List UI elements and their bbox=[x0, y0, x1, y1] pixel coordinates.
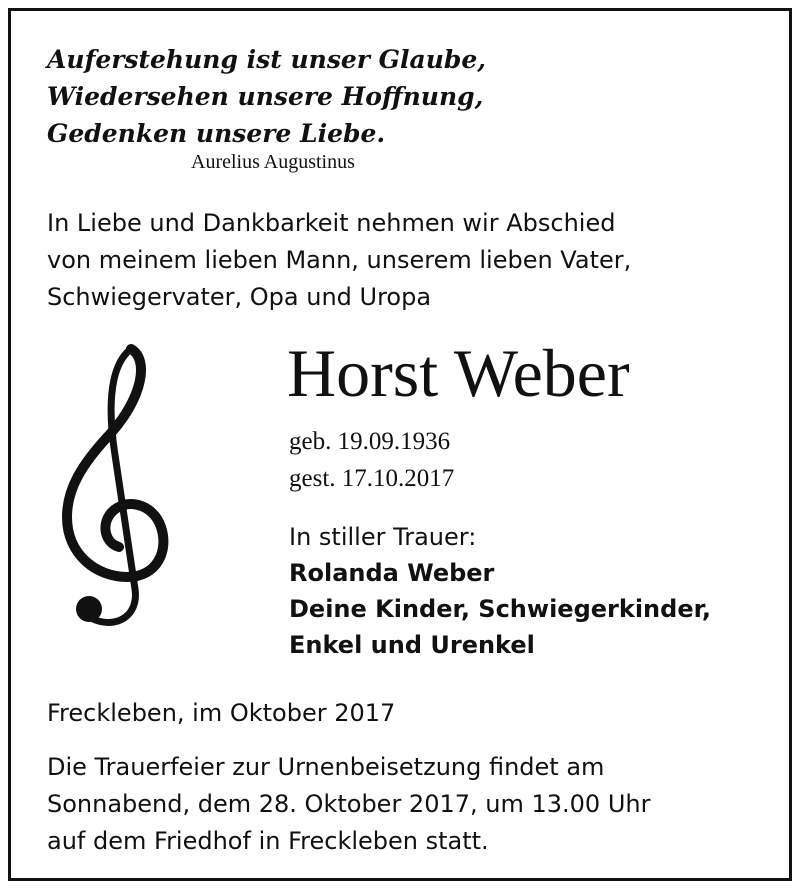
quote-author: Aurelius Augustinus bbox=[191, 151, 355, 173]
quote-line: Wiedersehen unsere Hoffnung, bbox=[47, 82, 484, 111]
intro-line: Schwiegervater, Opa und Uropa bbox=[47, 283, 432, 311]
ceremony-line: Sonnabend, dem 28. Oktober 2017, um 13.00 Uhr bbox=[47, 790, 651, 818]
ceremony-notice bbox=[47, 749, 650, 860]
mourner-name: Deine Kinder, Schwiegerkinder, bbox=[289, 595, 712, 623]
intro-line: von meinem lieben Mann, unserem lieben Vater, bbox=[47, 246, 632, 274]
ceremony-line: Die Trauerfeier zur Urnenbeisetzung findet am bbox=[47, 753, 605, 781]
deceased-name: Horst Weber bbox=[287, 335, 630, 411]
life-dates bbox=[289, 423, 454, 497]
mourners bbox=[289, 519, 711, 663]
mourner-name: Rolanda Weber bbox=[289, 559, 495, 587]
ceremony-line: auf dem Friedhof in Freckleben statt. bbox=[47, 827, 489, 855]
quote bbox=[47, 41, 486, 152]
mourner-name: Enkel und Urenkel bbox=[289, 631, 535, 659]
obituary-notice bbox=[8, 8, 792, 881]
intro-line: In Liebe und Dankbarkeit nehmen wir Abschied bbox=[47, 209, 616, 237]
mourners-heading: In stiller Trauer: bbox=[289, 523, 477, 551]
treble-clef-icon bbox=[51, 337, 181, 637]
quote-line: Gedenken unsere Liebe. bbox=[47, 119, 386, 148]
quote-line: Auferstehung ist unser Glaube, bbox=[47, 45, 486, 74]
intro-text bbox=[47, 205, 631, 316]
death-date: gest. 17.10.2017 bbox=[289, 465, 455, 492]
birth-date: geb. 19.09.1936 bbox=[289, 428, 451, 455]
place-date: Freckleben, im Oktober 2017 bbox=[47, 699, 396, 727]
